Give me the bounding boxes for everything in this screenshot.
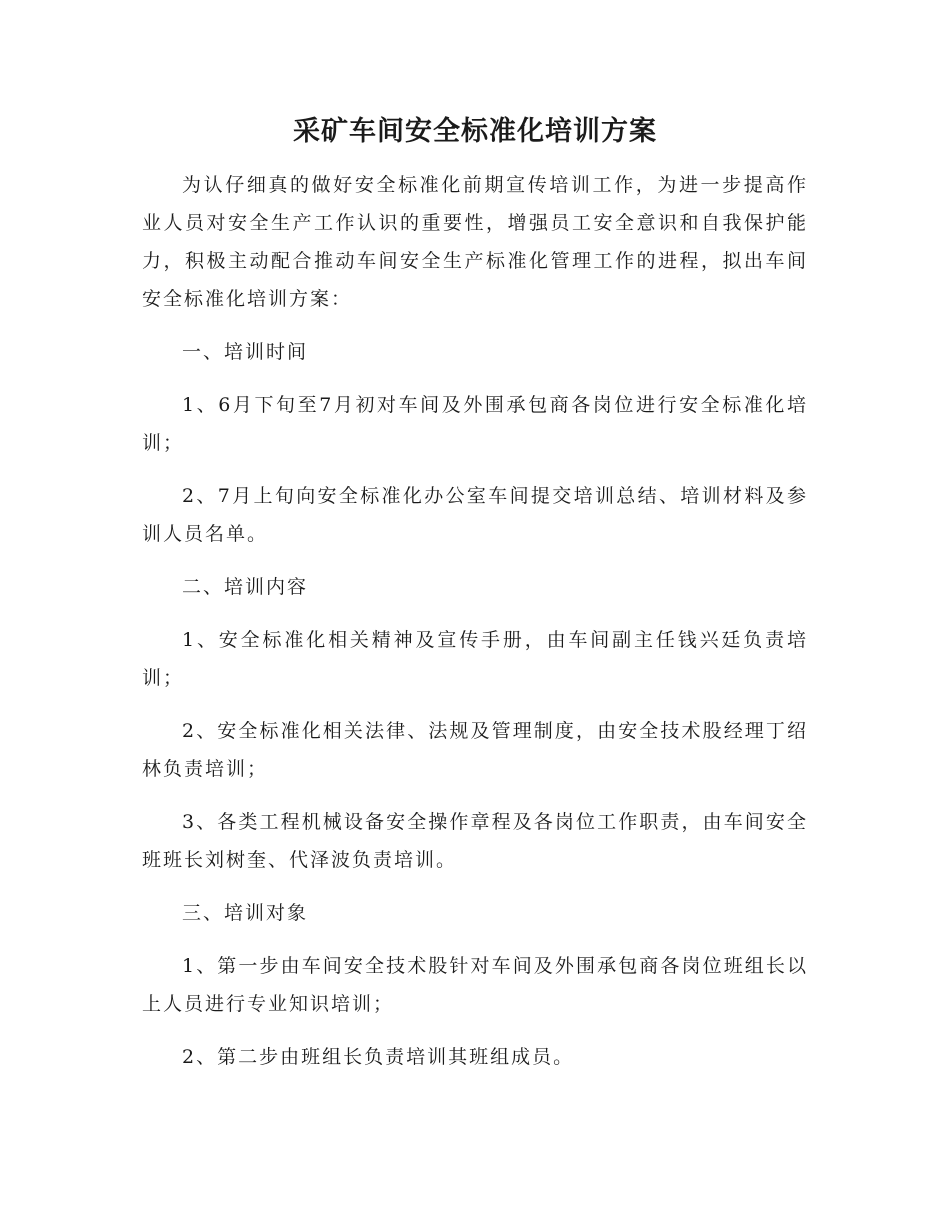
intro-paragraph: 为认仔细真的做好安全标准化前期宣传培训工作，为进一步提高作业人员对安全生产工作认识的重要性，增强员工安全意识和自我保护能力，积极主动配合推动车间安全生产标准化管理工作的进程，拟出车间安全标准化培训方案： [142,174,808,310]
section-time-item-1: 1、6月下旬至7月初对车间及外围承包商各岗位进行安全标准化培训； [142,394,808,454]
section-heading-audience: 三、培训对象 [182,902,309,924]
section-content-item-3: 3、各类工程机械设备安全操作章程及各岗位工作职责，由车间安全班班长刘树奎、代泽波负责培训。 [142,811,808,871]
document-body [142,112,808,1091]
section-heading-content: 二、培训内容 [182,576,309,598]
section-time-item-2: 2、7月上旬向安全标准化办公室车间提交培训总结、培训材料及参训人员名单。 [142,485,808,545]
section-audience-item-1: 1、第一步由车间安全技术股针对车间及外围承包商各岗位班组长以上人员进行专业知识培训； [142,955,808,1015]
document-title: 采矿车间安全标准化培训方案 [293,116,657,147]
section-content-item-2: 2、安全标准化相关法律、法规及管理制度，由安全技术股经理丁绍林负责培训； [142,720,808,780]
section-audience-item-2: 2、第二步由班组长负责培训其班组成员。 [182,1046,575,1068]
section-heading-time: 一、培训时间 [182,341,309,363]
section-content-item-1: 1、安全标准化相关精神及宣传手册，由车间副主任钱兴廷负责培训； [142,629,808,689]
